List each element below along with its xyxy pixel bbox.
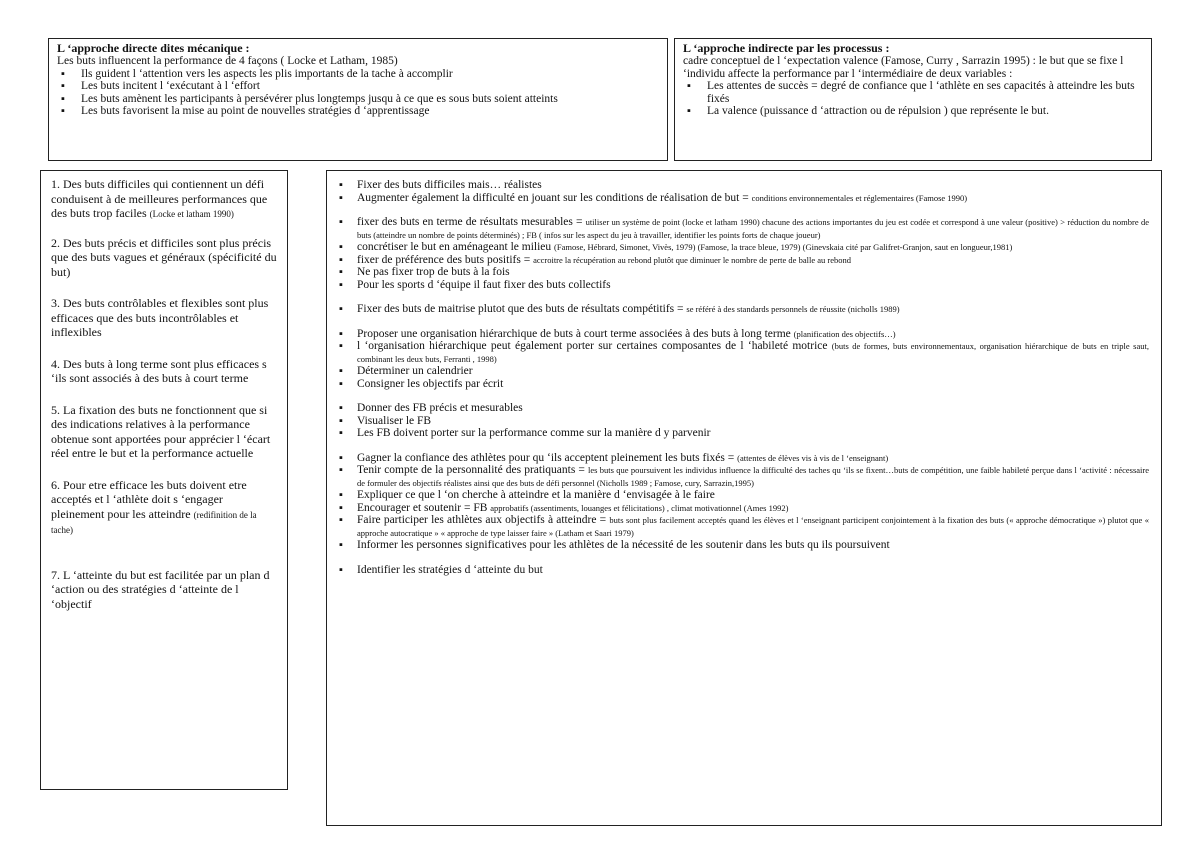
strategy-note: (Famose, Hébrard, Simonet, Vivès, 1979) (Famose, la trace bleue, 1979) (Ginevskaia cité par Galifret-Granjon, saut en longueur,1981) [554, 242, 1013, 252]
process-list [683, 80, 1143, 118]
strategy-text: Donner des FB précis et mesurables [357, 402, 523, 414]
list-item [339, 266, 1149, 279]
strategy-text: Fixer des buts de maitrise plutot que des buts de résultats compétitifs = [357, 303, 684, 315]
list-item [339, 402, 1149, 415]
strategies-group-4 [339, 328, 1149, 391]
strategy-text: Proposer une organisation hiérarchique de buts à court terme associées à des buts à long terme [357, 327, 791, 340]
list-item [339, 464, 1149, 489]
list-item [339, 241, 1149, 254]
strategy-text: l ‘organisation hiérarchique peut également porter sur certaines composantes de l ‘habileté motrice [357, 340, 828, 352]
strategy-text: Faire participer les athlètes aux objectifs à atteindre = [357, 514, 607, 526]
principle-text: 4. Des buts à long terme sont plus efficaces s ‘ils sont associés à des buts à court terme [51, 356, 267, 385]
strategy-text: Consigner les objectifs par écrit [357, 377, 504, 390]
principle-text: 7. L ‘atteinte du but est facilitée par un plan d ‘action ou des stratégies d ‘atteinte de l ‘objectif [51, 567, 270, 611]
principle-note: (redifinition de la tache) [51, 509, 257, 535]
principle-5 [51, 403, 277, 461]
strategy-text: concrétiser le but en aménageant le milieu [357, 241, 552, 253]
principle-text: 6. Pour etre efficace les buts doivent etre acceptés et l ‘athlète doit s ‘engager pleinement pour les atteindre [51, 477, 247, 521]
strategies-group-2 [339, 216, 1149, 291]
strategies-group-3 [339, 303, 1149, 316]
principle-text: 3. Des buts contrôlables et flexibles sont plus efficaces que des buts incontrôlables et inflexibles [51, 296, 269, 339]
strategy-text: Expliquer ce que l ‘on cherche à atteindre et la manière d ‘envisagée à le faire [357, 489, 715, 501]
list-item: ▪ Les buts favorisent la mise au point de nouvelles stratégies d ‘apprentissage [57, 105, 659, 118]
list-item [339, 427, 1149, 440]
mechanical-title: L ‘approche directe dites mécanique : [57, 41, 250, 55]
strategy-note: buts sont plus facilement acceptés quand les élèves et l ‘enseignant participent conjointement à la fixation des buts (« approche démocratique ») plutot que « approche autocratique » « approche de type laisser faire » (Latham et Saari 1979) [357, 515, 1150, 538]
list-item [339, 179, 1149, 192]
strategy-text: Déterminer un calendrier [357, 365, 473, 377]
strategies-group-7 [339, 564, 1149, 577]
mechanical-approach-box [48, 38, 668, 161]
list-item [339, 539, 1149, 552]
principle-1 [51, 177, 277, 222]
strategy-text: Ne pas fixer trop de buts à la fois [357, 266, 510, 278]
list-item: ▪ Les buts incitent l ‘exécutant à l ‘effort [57, 80, 659, 93]
strategy-text: Augmenter également la difficulté en jouant sur les conditions de réalisation de but = [357, 191, 749, 204]
strategy-text: Fixer des buts difficiles mais… réalistes [357, 179, 542, 191]
list-item [339, 328, 1149, 341]
list-item [339, 192, 1149, 205]
list-item: ▪ Les buts amènent les participants à persévérer plus longtemps jusqu à ce que es sous buts soient atteints [57, 93, 659, 106]
strategy-text: Informer les personnes significatives pour les athlètes de la nécessité de les soutenir dans les buts qu ils poursuivent [357, 539, 890, 551]
list-item: ▪ Les attentes de succès = degré de confiance que l ‘athlète en ses capacités à atteindre les buts fixés [683, 80, 1143, 105]
strategy-note: conditions environnementales et réglementaires (Famose 1990) [751, 192, 968, 203]
strategy-note: (buts de formes, buts environnementaux, organisation hiérarchique de buts en triple saut, combinant les deux buts, Ferranti , 1998) [357, 341, 1149, 364]
strategies-group-5 [339, 402, 1149, 440]
list-item [339, 340, 1149, 365]
list-item [339, 378, 1149, 391]
strategies-group-6 [339, 452, 1149, 552]
strategy-note: se référé à des standards personnels de réussite (nicholls 1989) [686, 304, 900, 314]
mechanical-intro: Les buts influencent la performance de 4 façons ( Locke et Latham, 1985) [57, 55, 398, 67]
process-title: L ‘approche indirecte par les processus : [683, 41, 890, 55]
principle-3 [51, 296, 277, 340]
principle-text: 2. Des buts précis et difficiles sont plus précis que des buts vagues et généraux (spécificité du but) [51, 235, 277, 279]
strategy-note: (planification des objectifs…) [793, 328, 896, 339]
strategy-text: fixer des buts en terme de résultats mesurables = [357, 216, 583, 228]
process-approach-box [674, 38, 1152, 161]
strategy-note: les buts que poursuivent les individus influence la difficulté des taches qu ‘ils se fixent…buts de compétition, une faible habileté perçue dans l ‘activité : nécessaire de formuler des objectifs réalistes ainsi que des buts de défi personnel (Nicholls 1989 ; Famose, cury, Sarrazin,1995) [357, 465, 1150, 488]
strategy-note: (attentes de élèves vis à vis de l ‘enseignant) [737, 452, 889, 463]
strategy-note: accroitre la récupération au rebond plutôt que diminuer le nombre de perte de balle au rebond [533, 254, 851, 265]
strategy-text: Visualiser le FB [357, 414, 432, 427]
principle-6 [51, 478, 277, 538]
list-item [339, 452, 1149, 465]
list-item [339, 502, 1149, 515]
list-item [339, 564, 1149, 577]
strategies-box [326, 170, 1162, 826]
strategy-text: Tenir compte de la personnalité des pratiquants = [357, 464, 585, 476]
strategy-note: approbatifs (assentiments, louanges et félicitations) , climat motivationnel (Ames 1992) [490, 502, 789, 513]
strategy-note: utiliser un système de point (locke et latham 1990) chacune des actions importantes du jeu est codée et correspond à une valeur (positive) > réduction du nombre de buts (atteindre un nombre de points déterminés) ; FB ( infos sur les aspect du jeu à travailler, identifier les points forts de chaque joueur) [357, 217, 1150, 240]
list-item [339, 514, 1149, 539]
principle-text: 1. Des buts difficiles qui contiennent un défi conduisent à de meilleures performances que des buts trop faciles [51, 177, 268, 220]
principle-text: 5. La fixation des buts ne fonctionnent que si des indications relatives à la performance obtenue sont apportées pour apprécier l ‘écart réel entre le but et la performance actuelle [51, 402, 271, 460]
principle-2 [51, 236, 277, 280]
list-item [339, 303, 1149, 316]
strategy-text: Identifier les stratégies d ‘atteinte du but [357, 563, 543, 576]
strategies-group-1 [339, 179, 1149, 204]
mechanical-list [57, 68, 659, 118]
principle-4 [51, 357, 277, 386]
strategy-text: Les FB doivent porter sur la performance comme sur la manière d y parvenir [357, 427, 711, 439]
list-item [339, 365, 1149, 378]
list-item [339, 216, 1149, 241]
strategy-text: fixer de préférence des buts positifs = [357, 253, 531, 266]
list-item: ▪ Ils guident l ‘attention vers les aspects les plis importants de la tache à accomplir [57, 68, 659, 81]
list-item [339, 415, 1149, 428]
list-item [339, 489, 1149, 502]
principle-note: (Locke et latham 1990) [149, 209, 234, 219]
list-item: ▪ La valence (puissance d ‘attraction ou de répulsion ) que représente le but. [683, 105, 1143, 118]
strategy-text: Gagner la confiance des athlètes pour qu ‘ils acceptent pleinement les buts fixés = [357, 451, 735, 464]
strategy-text: Encourager et soutenir = FB [357, 501, 488, 514]
strategy-text: Pour les sports d ‘équipe il faut fixer des buts collectifs [357, 278, 611, 291]
list-item [339, 279, 1149, 292]
principle-7 [51, 568, 277, 612]
principles-box [40, 170, 288, 790]
list-item [339, 254, 1149, 267]
process-intro: cadre conceptuel de l ‘expectation valence (Famose, Curry , Sarrazin 1995) : le but que se fixe l ‘individu affecte la performance par l ‘intermédiaire de deux variables : [683, 55, 1124, 80]
